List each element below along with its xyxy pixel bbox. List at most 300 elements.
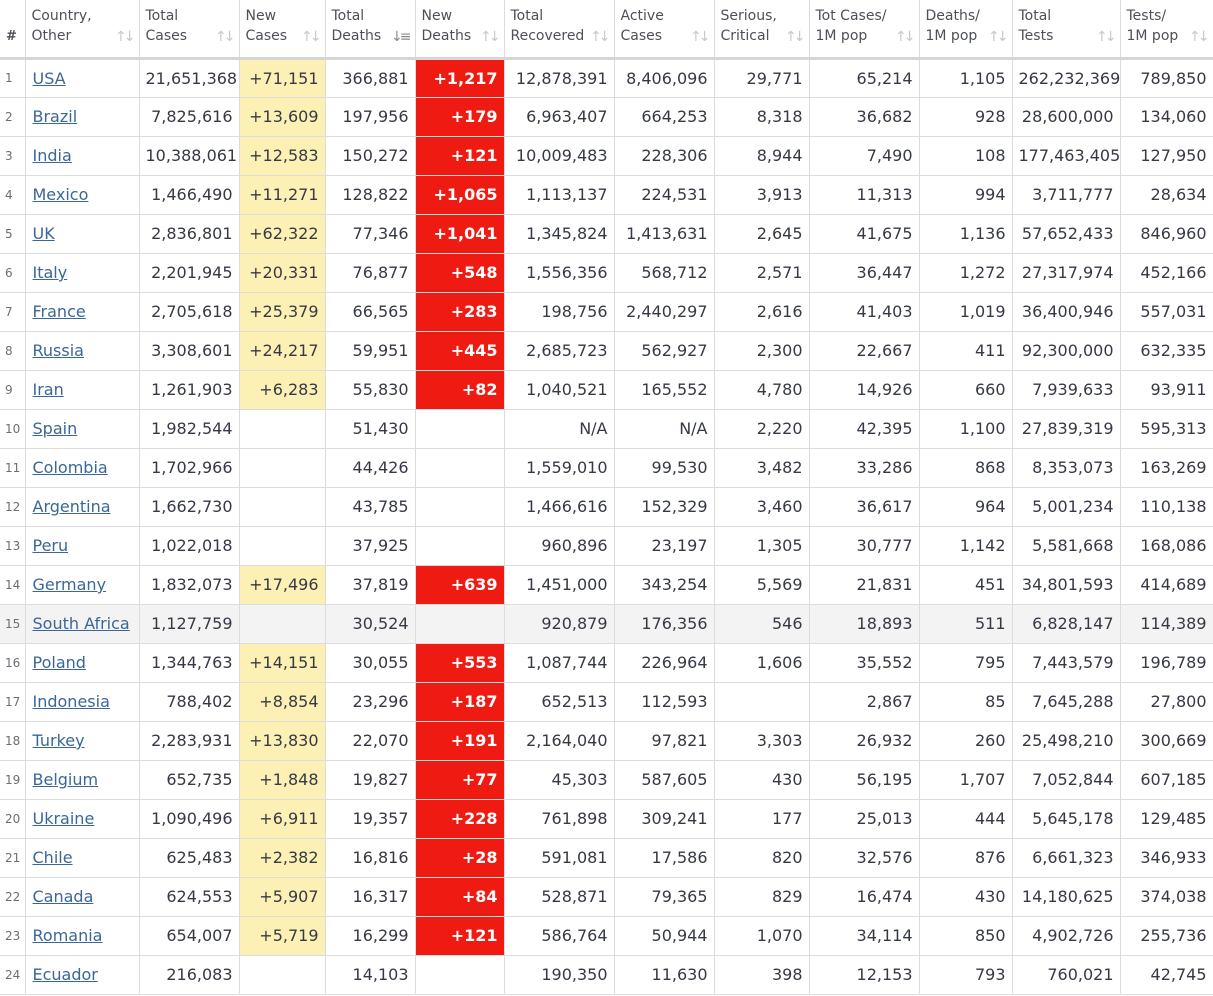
table-row <box>0 409 1213 448</box>
country-link[interactable]: Brazil <box>32 107 78 126</box>
cell-total-tests: 28,600,000 <box>1012 97 1120 136</box>
cell-serious: 2,300 <box>714 331 809 370</box>
cell-total-deaths: 51,430 <box>325 409 415 448</box>
cell-active-cases: 176,356 <box>614 604 714 643</box>
cell-serious: 1,070 <box>714 916 809 955</box>
cell-total-deaths: 22,070 <box>325 721 415 760</box>
cell-serious: 546 <box>714 604 809 643</box>
table-row <box>0 760 1213 799</box>
cell-new-deaths: +121 <box>415 916 504 955</box>
cell-tests-per-m: 127,950 <box>1120 136 1213 175</box>
cell-country <box>25 136 139 175</box>
cell-deaths-per-m: 451 <box>919 565 1012 604</box>
cell-new-cases: +11,271 <box>239 175 325 214</box>
column-header-label: Total Cases <box>145 8 188 44</box>
cell-num: 18 <box>0 721 25 760</box>
cell-cases-per-m: 7,490 <box>809 136 919 175</box>
cell-total-deaths: 30,055 <box>325 643 415 682</box>
cell-new-cases: +6,911 <box>239 799 325 838</box>
cell-total-recovered: 528,871 <box>504 877 614 916</box>
cell-cases-per-m: 30,777 <box>809 526 919 565</box>
cell-new-cases: +20,331 <box>239 253 325 292</box>
cell-deaths-per-m: 1,707 <box>919 760 1012 799</box>
cell-serious: 3,460 <box>714 487 809 526</box>
table-row <box>0 370 1213 409</box>
cell-deaths-per-m: 430 <box>919 877 1012 916</box>
cell-country <box>25 409 139 448</box>
column-header-new-deaths[interactable] <box>415 0 504 58</box>
table-row <box>0 487 1213 526</box>
table-row <box>0 877 1213 916</box>
sort-arrows-icon[interactable]: ↑↓ <box>1096 28 1114 45</box>
column-header-country[interactable] <box>25 0 139 58</box>
cell-serious: 2,645 <box>714 214 809 253</box>
cell-total-cases: 10,388,061 <box>139 136 239 175</box>
cell-total-cases: 652,735 <box>139 760 239 799</box>
table-row <box>0 955 1213 994</box>
cell-total-cases: 1,344,763 <box>139 643 239 682</box>
cell-country <box>25 58 139 97</box>
cell-tests-per-m: 846,960 <box>1120 214 1213 253</box>
cell-total-recovered: 6,963,407 <box>504 97 614 136</box>
country-link[interactable]: Indonesia <box>32 692 110 711</box>
cell-new-deaths: +1,217 <box>415 58 504 97</box>
cell-new-cases: +6,283 <box>239 370 325 409</box>
cell-total-deaths: 30,524 <box>325 604 415 643</box>
cell-tests-per-m: 374,038 <box>1120 877 1213 916</box>
cell-serious: 4,780 <box>714 370 809 409</box>
cell-num: 13 <box>0 526 25 565</box>
cell-num: 2 <box>0 97 25 136</box>
cell-total-recovered: 920,879 <box>504 604 614 643</box>
cell-tests-per-m: 110,138 <box>1120 487 1213 526</box>
cell-serious: 2,571 <box>714 253 809 292</box>
cell-total-recovered: 761,898 <box>504 799 614 838</box>
cell-total-deaths: 37,925 <box>325 526 415 565</box>
cell-serious: 2,220 <box>714 409 809 448</box>
cell-tests-per-m: 632,335 <box>1120 331 1213 370</box>
cell-cases-per-m: 26,932 <box>809 721 919 760</box>
sort-arrows-icon[interactable]: ↑↓ <box>480 28 498 45</box>
country-link[interactable]: Poland <box>32 653 86 672</box>
cell-serious: 3,913 <box>714 175 809 214</box>
cell-num: 9 <box>0 370 25 409</box>
cell-num: 19 <box>0 760 25 799</box>
cell-active-cases: 2,440,297 <box>614 292 714 331</box>
cell-total-deaths: 16,299 <box>325 916 415 955</box>
column-header-deaths-per-m[interactable] <box>919 0 1012 58</box>
cell-total-deaths: 66,565 <box>325 292 415 331</box>
cell-tests-per-m: 42,745 <box>1120 955 1213 994</box>
cell-cases-per-m: 56,195 <box>809 760 919 799</box>
cell-country <box>25 721 139 760</box>
cell-new-deaths: +191 <box>415 721 504 760</box>
table-row <box>0 526 1213 565</box>
cell-total-deaths: 19,827 <box>325 760 415 799</box>
country-link[interactable]: UK <box>32 224 55 243</box>
column-header-new-cases[interactable] <box>239 0 325 58</box>
cell-cases-per-m: 16,474 <box>809 877 919 916</box>
cell-deaths-per-m: 928 <box>919 97 1012 136</box>
table-row <box>0 292 1213 331</box>
table-row <box>0 175 1213 214</box>
cell-serious: 2,616 <box>714 292 809 331</box>
table-row <box>0 214 1213 253</box>
country-link[interactable]: France <box>32 302 86 321</box>
cell-cases-per-m: 25,013 <box>809 799 919 838</box>
cell-new-cases: +8,854 <box>239 682 325 721</box>
cell-num: 11 <box>0 448 25 487</box>
table-row <box>0 136 1213 175</box>
cell-total-recovered: 1,559,010 <box>504 448 614 487</box>
table-row <box>0 916 1213 955</box>
cell-deaths-per-m: 1,136 <box>919 214 1012 253</box>
cell-total-deaths: 16,317 <box>325 877 415 916</box>
cell-total-deaths: 23,296 <box>325 682 415 721</box>
cell-deaths-per-m: 411 <box>919 331 1012 370</box>
sort-arrows-icon[interactable]: ↑↓ <box>590 28 608 45</box>
sort-arrows-icon[interactable]: ↓≡ <box>391 28 409 45</box>
cell-total-cases: 2,705,618 <box>139 292 239 331</box>
column-header-label: Total Deaths <box>331 8 382 44</box>
cell-deaths-per-m: 444 <box>919 799 1012 838</box>
cell-total-cases: 624,553 <box>139 877 239 916</box>
cell-deaths-per-m: 85 <box>919 682 1012 721</box>
cell-deaths-per-m: 1,100 <box>919 409 1012 448</box>
column-header-active-cases[interactable] <box>614 0 714 58</box>
cell-deaths-per-m: 850 <box>919 916 1012 955</box>
cell-country <box>25 877 139 916</box>
cell-total-deaths: 128,822 <box>325 175 415 214</box>
cell-tests-per-m: 557,031 <box>1120 292 1213 331</box>
cell-total-recovered: 45,303 <box>504 760 614 799</box>
cell-deaths-per-m: 1,105 <box>919 58 1012 97</box>
cell-num: 17 <box>0 682 25 721</box>
cell-total-deaths: 43,785 <box>325 487 415 526</box>
cell-new-cases <box>239 955 325 994</box>
cell-deaths-per-m: 1,142 <box>919 526 1012 565</box>
column-header-tests-per-m[interactable] <box>1120 0 1213 58</box>
cell-num: 6 <box>0 253 25 292</box>
country-link[interactable]: South Africa <box>32 614 130 633</box>
table-row <box>0 799 1213 838</box>
country-link[interactable]: Ukraine <box>32 809 95 828</box>
cell-active-cases: 8,406,096 <box>614 58 714 97</box>
cell-new-cases: +5,719 <box>239 916 325 955</box>
cell-new-cases: +24,217 <box>239 331 325 370</box>
cell-country <box>25 370 139 409</box>
cell-active-cases: 23,197 <box>614 526 714 565</box>
cell-tests-per-m: 129,485 <box>1120 799 1213 838</box>
cell-total-tests: 5,645,178 <box>1012 799 1120 838</box>
cell-new-cases <box>239 409 325 448</box>
cell-deaths-per-m: 1,019 <box>919 292 1012 331</box>
cell-country <box>25 331 139 370</box>
cell-serious: 8,944 <box>714 136 809 175</box>
country-link[interactable]: Iran <box>32 380 64 399</box>
cell-num: 3 <box>0 136 25 175</box>
cell-total-deaths: 59,951 <box>325 331 415 370</box>
cell-deaths-per-m: 660 <box>919 370 1012 409</box>
cell-cases-per-m: 36,447 <box>809 253 919 292</box>
cell-num: 1 <box>0 58 25 97</box>
cell-active-cases: 165,552 <box>614 370 714 409</box>
cell-total-tests: 6,828,147 <box>1012 604 1120 643</box>
column-header-label: Total Tests <box>1018 8 1054 44</box>
cell-cases-per-m: 34,114 <box>809 916 919 955</box>
cell-total-tests: 8,353,073 <box>1012 448 1120 487</box>
sort-arrows-icon[interactable]: ↑↓ <box>301 28 319 45</box>
cell-country <box>25 175 139 214</box>
cell-new-deaths: +187 <box>415 682 504 721</box>
cell-total-deaths: 14,103 <box>325 955 415 994</box>
cell-active-cases: 152,329 <box>614 487 714 526</box>
cell-num: 8 <box>0 331 25 370</box>
country-link[interactable]: Turkey <box>32 731 85 750</box>
cell-country <box>25 448 139 487</box>
cell-total-deaths: 55,830 <box>325 370 415 409</box>
cell-total-cases: 1,702,966 <box>139 448 239 487</box>
cell-total-tests: 5,581,668 <box>1012 526 1120 565</box>
cell-tests-per-m: 93,911 <box>1120 370 1213 409</box>
table-row <box>0 448 1213 487</box>
cell-country <box>25 487 139 526</box>
cell-num: 7 <box>0 292 25 331</box>
sort-arrows-icon[interactable]: ↑↓ <box>1189 28 1207 45</box>
cell-total-deaths: 366,881 <box>325 58 415 97</box>
cell-total-cases: 216,083 <box>139 955 239 994</box>
cell-total-recovered: 12,878,391 <box>504 58 614 97</box>
cell-active-cases: 562,927 <box>614 331 714 370</box>
cell-new-cases: +12,583 <box>239 136 325 175</box>
cell-active-cases: 97,821 <box>614 721 714 760</box>
cell-total-recovered: 1,556,356 <box>504 253 614 292</box>
cell-active-cases: 664,253 <box>614 97 714 136</box>
country-link[interactable]: India <box>32 146 72 165</box>
cell-total-tests: 760,021 <box>1012 955 1120 994</box>
column-header-total-deaths[interactable] <box>325 0 415 58</box>
country-link[interactable]: Spain <box>32 419 78 438</box>
cell-serious: 177 <box>714 799 809 838</box>
cell-total-recovered: 586,764 <box>504 916 614 955</box>
cell-active-cases: 309,241 <box>614 799 714 838</box>
cell-total-cases: 21,651,368 <box>139 58 239 97</box>
country-link[interactable]: Argentina <box>32 497 111 516</box>
cell-country <box>25 253 139 292</box>
cell-total-cases: 625,483 <box>139 838 239 877</box>
cell-total-deaths: 44,426 <box>325 448 415 487</box>
column-header-serious[interactable] <box>714 0 809 58</box>
cell-total-cases: 2,836,801 <box>139 214 239 253</box>
table-row <box>0 97 1213 136</box>
column-header-label: Tests/ 1M pop <box>1126 8 1179 44</box>
column-header-label: Tot Cases/ 1M pop <box>815 8 887 44</box>
cell-new-cases: +1,848 <box>239 760 325 799</box>
cell-active-cases: 224,531 <box>614 175 714 214</box>
cell-total-recovered: 190,350 <box>504 955 614 994</box>
sort-arrows-icon[interactable]: ↑↓ <box>988 28 1006 45</box>
column-header-total-recovered[interactable] <box>504 0 614 58</box>
cell-new-deaths <box>415 409 504 448</box>
cell-deaths-per-m: 876 <box>919 838 1012 877</box>
cell-new-cases: +13,609 <box>239 97 325 136</box>
column-header-total-cases[interactable] <box>139 0 239 58</box>
table-body <box>0 58 1213 994</box>
column-header-label: New Cases <box>245 8 288 44</box>
cell-num: 16 <box>0 643 25 682</box>
country-link[interactable]: USA <box>32 68 66 88</box>
sort-arrows-icon[interactable]: ↑↓ <box>115 28 133 45</box>
cell-total-recovered: 591,081 <box>504 838 614 877</box>
column-header-label: Serious, Critical <box>720 8 777 44</box>
cell-total-recovered: 10,009,483 <box>504 136 614 175</box>
cell-country <box>25 526 139 565</box>
cell-country <box>25 916 139 955</box>
column-header-total-tests[interactable] <box>1012 0 1120 58</box>
cell-total-cases: 1,022,018 <box>139 526 239 565</box>
cell-country <box>25 799 139 838</box>
table-row <box>0 253 1213 292</box>
cell-active-cases: 228,306 <box>614 136 714 175</box>
cell-total-recovered: 2,685,723 <box>504 331 614 370</box>
country-link[interactable]: Colombia <box>32 458 108 477</box>
cell-new-deaths <box>415 526 504 565</box>
cell-tests-per-m: 134,060 <box>1120 97 1213 136</box>
cell-new-deaths <box>415 487 504 526</box>
country-link[interactable]: Canada <box>32 887 94 906</box>
table-row <box>0 331 1213 370</box>
cell-total-recovered: 1,466,616 <box>504 487 614 526</box>
cell-country <box>25 955 139 994</box>
cell-new-cases: +14,151 <box>239 643 325 682</box>
cell-total-deaths: 77,346 <box>325 214 415 253</box>
cell-country <box>25 565 139 604</box>
cell-num: 10 <box>0 409 25 448</box>
cell-deaths-per-m: 795 <box>919 643 1012 682</box>
cell-cases-per-m: 42,395 <box>809 409 919 448</box>
cell-country <box>25 604 139 643</box>
cell-country <box>25 760 139 799</box>
table-row <box>0 643 1213 682</box>
cell-cases-per-m: 14,926 <box>809 370 919 409</box>
country-link[interactable]: Chile <box>32 848 73 867</box>
table-row <box>0 721 1213 760</box>
cell-new-deaths <box>415 604 504 643</box>
sort-arrows-icon[interactable]: ↑↓ <box>215 28 233 45</box>
cell-total-recovered: 198,756 <box>504 292 614 331</box>
cell-new-deaths: +1,065 <box>415 175 504 214</box>
cell-num: 24 <box>0 955 25 994</box>
cell-country <box>25 292 139 331</box>
cell-total-cases: 1,127,759 <box>139 604 239 643</box>
cell-total-cases: 788,402 <box>139 682 239 721</box>
cell-num: 21 <box>0 838 25 877</box>
cell-total-cases: 2,283,931 <box>139 721 239 760</box>
cell-serious: 398 <box>714 955 809 994</box>
cell-total-tests: 14,180,625 <box>1012 877 1120 916</box>
country-link[interactable]: Belgium <box>32 770 99 789</box>
cell-new-cases: +17,496 <box>239 565 325 604</box>
country-link[interactable]: Ecuador <box>32 965 98 984</box>
cell-cases-per-m: 33,286 <box>809 448 919 487</box>
cell-new-deaths: +82 <box>415 370 504 409</box>
cell-active-cases: 1,413,631 <box>614 214 714 253</box>
cell-new-cases: +2,382 <box>239 838 325 877</box>
sort-arrows-icon[interactable]: ↑↓ <box>690 28 708 45</box>
cell-total-tests: 36,400,946 <box>1012 292 1120 331</box>
cell-total-tests: 34,801,593 <box>1012 565 1120 604</box>
country-link[interactable]: Mexico <box>32 185 89 204</box>
cell-total-deaths: 76,877 <box>325 253 415 292</box>
cell-cases-per-m: 41,403 <box>809 292 919 331</box>
cell-country <box>25 838 139 877</box>
cell-total-tests: 25,498,210 <box>1012 721 1120 760</box>
cell-num: 12 <box>0 487 25 526</box>
cell-total-tests: 7,052,844 <box>1012 760 1120 799</box>
cell-tests-per-m: 168,086 <box>1120 526 1213 565</box>
cell-total-cases: 654,007 <box>139 916 239 955</box>
cell-tests-per-m: 300,669 <box>1120 721 1213 760</box>
cell-active-cases: 112,593 <box>614 682 714 721</box>
cell-cases-per-m: 36,682 <box>809 97 919 136</box>
table-row <box>0 604 1213 643</box>
cell-active-cases: 17,586 <box>614 838 714 877</box>
country-link[interactable]: Peru <box>32 536 69 555</box>
column-header-num[interactable] <box>0 0 25 58</box>
cell-total-tests: 27,317,974 <box>1012 253 1120 292</box>
cell-total-recovered: 1,087,744 <box>504 643 614 682</box>
table-row <box>0 682 1213 721</box>
sort-arrows-icon[interactable]: ↑↓ <box>785 28 803 45</box>
country-link[interactable]: Italy <box>32 263 68 282</box>
cell-total-cases: 3,308,601 <box>139 331 239 370</box>
cell-new-cases <box>239 604 325 643</box>
cell-serious: 3,303 <box>714 721 809 760</box>
cell-serious: 8,318 <box>714 97 809 136</box>
cell-total-tests: 177,463,405 <box>1012 136 1120 175</box>
cell-new-deaths: +283 <box>415 292 504 331</box>
cell-total-cases: 1,261,903 <box>139 370 239 409</box>
country-link[interactable]: Russia <box>32 341 84 360</box>
cell-active-cases: 587,605 <box>614 760 714 799</box>
cell-total-deaths: 16,816 <box>325 838 415 877</box>
cell-new-cases: +5,907 <box>239 877 325 916</box>
cell-num: 23 <box>0 916 25 955</box>
cell-new-deaths: +121 <box>415 136 504 175</box>
cell-active-cases: 568,712 <box>614 253 714 292</box>
cell-deaths-per-m: 994 <box>919 175 1012 214</box>
cell-tests-per-m: 607,185 <box>1120 760 1213 799</box>
cell-cases-per-m: 18,893 <box>809 604 919 643</box>
cell-total-tests: 57,652,433 <box>1012 214 1120 253</box>
country-link[interactable]: Romania <box>32 926 103 945</box>
cell-tests-per-m: 789,850 <box>1120 58 1213 97</box>
cell-tests-per-m: 27,800 <box>1120 682 1213 721</box>
cell-tests-per-m: 255,736 <box>1120 916 1213 955</box>
country-link[interactable]: Germany <box>32 575 107 594</box>
cell-num: 14 <box>0 565 25 604</box>
cell-deaths-per-m: 964 <box>919 487 1012 526</box>
cell-total-cases: 1,662,730 <box>139 487 239 526</box>
column-header-cases-per-m[interactable] <box>809 0 919 58</box>
cell-total-deaths: 37,819 <box>325 565 415 604</box>
sort-arrows-icon[interactable]: ↑↓ <box>895 28 913 45</box>
cell-total-recovered: N/A <box>504 409 614 448</box>
cell-total-tests: 92,300,000 <box>1012 331 1120 370</box>
cell-new-deaths <box>415 448 504 487</box>
column-header-label: # <box>6 28 17 44</box>
cell-total-deaths: 197,956 <box>325 97 415 136</box>
